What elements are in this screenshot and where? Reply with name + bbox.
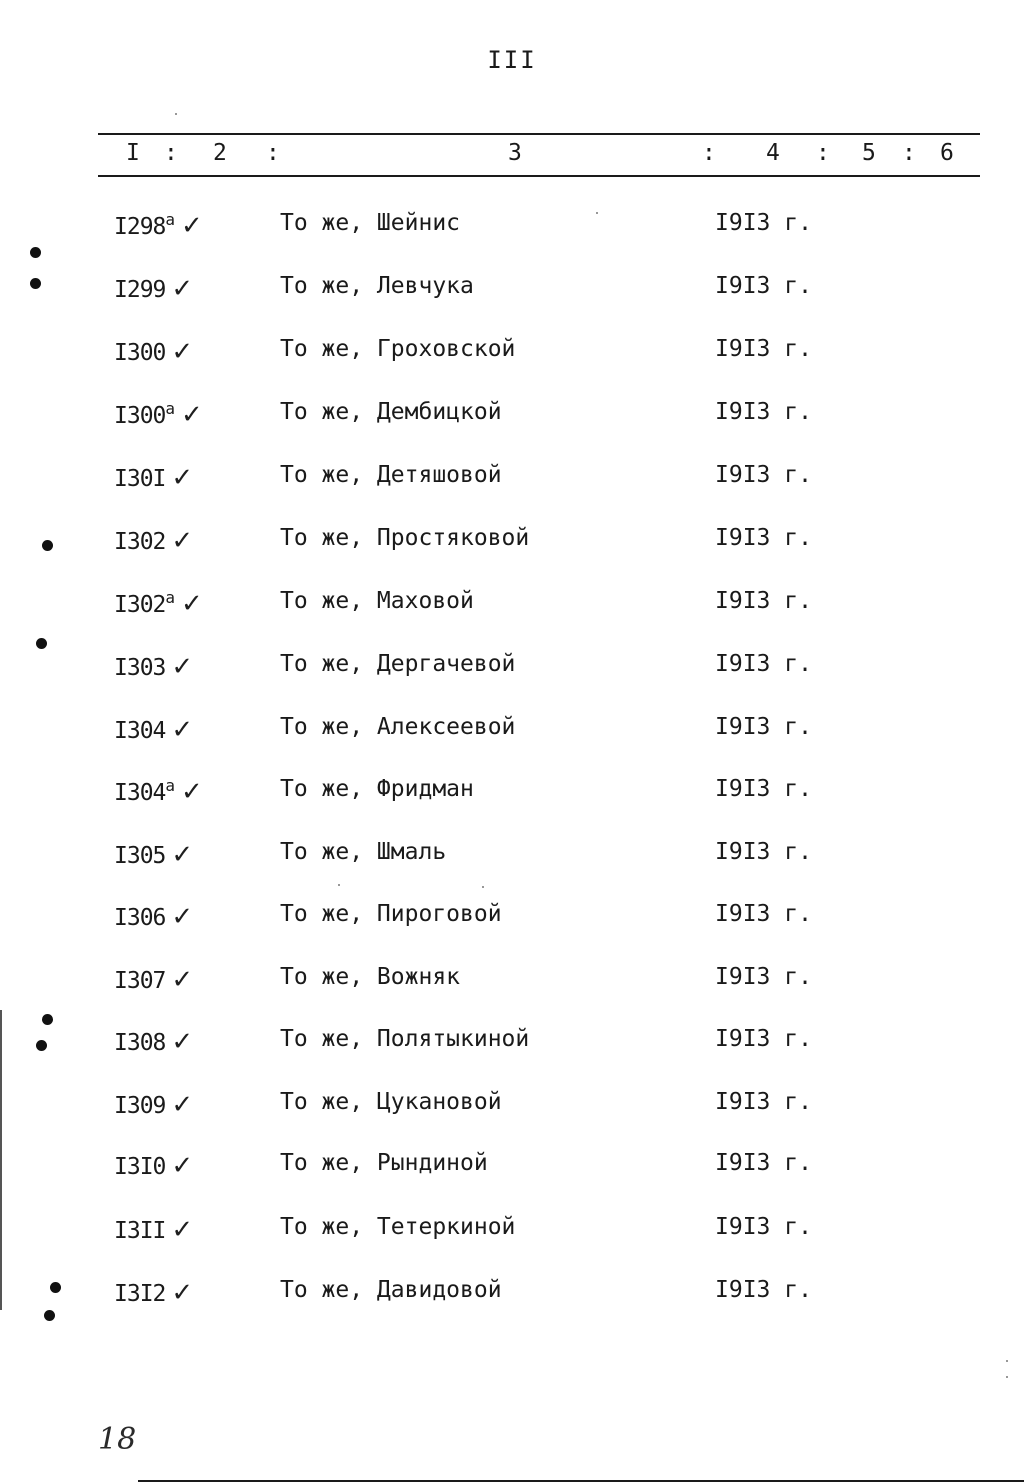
row-number xyxy=(114,1150,193,1181)
row-description: То же, Фридман xyxy=(280,776,474,802)
row-number xyxy=(114,210,203,241)
table-row xyxy=(0,1026,1024,1066)
row-description: То же, Тетеркиной xyxy=(280,1214,516,1240)
row-number xyxy=(114,964,193,995)
row-year: I9I3 г. xyxy=(715,273,812,299)
row-number xyxy=(114,336,193,367)
row-number xyxy=(114,1214,193,1245)
row-description: То же, Полятыкиной xyxy=(280,1026,530,1052)
row-number-text: I304 xyxy=(114,718,166,744)
checkmark-icon: ✓ xyxy=(171,337,194,367)
row-description: То же, Цукановой xyxy=(280,1089,502,1115)
table-top-rule xyxy=(98,133,980,135)
header-sep: : xyxy=(816,140,830,166)
scan-speck xyxy=(1006,1376,1008,1378)
checkmark-icon: ✓ xyxy=(171,1215,194,1245)
table-row xyxy=(0,399,1024,439)
punch-hole-mark xyxy=(42,1014,53,1025)
row-number-text: I299 xyxy=(114,277,166,303)
row-number xyxy=(114,776,203,807)
row-description: То же, Детяшовой xyxy=(280,462,502,488)
row-number xyxy=(114,525,193,556)
row-year: I9I3 г. xyxy=(715,651,812,677)
row-description: То же, Дергачевой xyxy=(280,651,516,677)
row-description: То же, Маховой xyxy=(280,588,474,614)
checkmark-icon: ✓ xyxy=(181,589,203,619)
row-year: I9I3 г. xyxy=(715,525,812,551)
table-row xyxy=(0,839,1024,879)
checkmark-icon: ✓ xyxy=(171,965,194,995)
row-number xyxy=(114,714,193,745)
row-year: I9I3 г. xyxy=(715,1026,812,1052)
row-description: То же, Алексеевой xyxy=(280,714,516,740)
table-row xyxy=(0,336,1024,376)
row-description: То же, Вожняк xyxy=(280,964,461,990)
checkmark-icon: ✓ xyxy=(171,902,194,932)
table-row xyxy=(0,1150,1024,1190)
checkmark-icon: ✓ xyxy=(181,211,203,241)
row-year: I9I3 г. xyxy=(715,336,812,362)
row-year: I9I3 г. xyxy=(715,1150,812,1176)
checkmark-icon: ✓ xyxy=(171,274,194,304)
row-number-suffix: а xyxy=(165,776,176,795)
header-sep: : xyxy=(266,140,280,166)
row-number-text: I302 xyxy=(114,529,166,555)
table-row xyxy=(0,210,1024,250)
row-number-text: I309 xyxy=(114,1093,166,1119)
row-number-text: I300 xyxy=(114,340,166,366)
header-col6: 6 xyxy=(940,140,954,166)
table-row xyxy=(0,1277,1024,1317)
table-row xyxy=(0,901,1024,941)
table-row xyxy=(0,1214,1024,1254)
table-header-rule xyxy=(98,175,980,177)
table-row xyxy=(0,651,1024,691)
page-bottom-rule xyxy=(138,1480,1024,1482)
table-row xyxy=(0,588,1024,628)
checkmark-icon: ✓ xyxy=(171,526,194,556)
row-number xyxy=(114,1277,193,1308)
row-year: I9I3 г. xyxy=(715,588,812,614)
row-year: I9I3 г. xyxy=(715,1277,812,1303)
header-sep: : xyxy=(164,140,178,166)
row-number xyxy=(114,1089,193,1120)
row-number-text: I300 xyxy=(114,403,166,429)
row-number xyxy=(114,1026,193,1057)
row-number xyxy=(114,588,203,619)
row-number-text: I305 xyxy=(114,843,166,869)
header-col4: 4 xyxy=(766,140,780,166)
row-year: I9I3 г. xyxy=(715,964,812,990)
scan-speck xyxy=(482,886,484,888)
table-row xyxy=(0,273,1024,313)
table-row xyxy=(0,1089,1024,1129)
row-description: То же, Простяковой xyxy=(280,525,530,551)
table-row xyxy=(0,714,1024,754)
row-number xyxy=(114,399,203,430)
row-number xyxy=(114,901,193,932)
punch-hole-mark xyxy=(36,638,47,649)
row-number xyxy=(114,273,193,304)
row-year: I9I3 г. xyxy=(715,839,812,865)
row-year: I9I3 г. xyxy=(715,1214,812,1240)
row-year: I9I3 г. xyxy=(715,399,812,425)
row-number xyxy=(114,839,193,870)
row-description: То же, Шмаль xyxy=(280,839,447,865)
row-description: То же, Пироговой xyxy=(280,901,502,927)
handwritten-sheet-number: 18 xyxy=(98,1422,137,1457)
row-number-text: I304 xyxy=(114,780,166,806)
row-description: То же, Рындиной xyxy=(280,1150,488,1176)
row-number-text: I302 xyxy=(114,592,166,618)
header-col3: 3 xyxy=(508,140,522,166)
checkmark-icon: ✓ xyxy=(171,1278,194,1308)
table-row xyxy=(0,525,1024,565)
scan-speck xyxy=(1006,1360,1008,1362)
row-year: I9I3 г. xyxy=(715,776,812,802)
row-number-text: I30I xyxy=(114,466,166,492)
scan-speck xyxy=(175,113,177,115)
row-number xyxy=(114,651,193,682)
row-year: I9I3 г. xyxy=(715,1089,812,1115)
row-number-suffix: а xyxy=(165,210,176,229)
row-year: I9I3 г. xyxy=(715,210,812,236)
checkmark-icon: ✓ xyxy=(171,463,194,493)
row-year: I9I3 г. xyxy=(715,462,812,488)
row-number-suffix: а xyxy=(165,588,176,607)
row-number xyxy=(114,462,193,493)
scan-speck xyxy=(338,884,340,886)
row-number-text: I3I0 xyxy=(114,1154,166,1180)
checkmark-icon: ✓ xyxy=(171,652,194,682)
row-description: То же, Дембицкой xyxy=(280,399,502,425)
checkmark-icon: ✓ xyxy=(181,400,203,430)
row-description: То же, Левчука xyxy=(280,273,474,299)
table-row xyxy=(0,964,1024,1004)
checkmark-icon: ✓ xyxy=(171,840,194,870)
row-number-text: I3I2 xyxy=(114,1281,166,1307)
row-number-text: I303 xyxy=(114,655,166,681)
row-number-text: I308 xyxy=(114,1030,166,1056)
table-header xyxy=(98,140,980,170)
row-number-text: I3II xyxy=(114,1218,166,1244)
row-number-text: I307 xyxy=(114,968,166,994)
checkmark-icon: ✓ xyxy=(181,777,203,807)
row-year: I9I3 г. xyxy=(715,901,812,927)
row-description: То же, Шейнис xyxy=(280,210,461,236)
header-sep: : xyxy=(902,140,916,166)
checkmark-icon: ✓ xyxy=(171,1027,194,1057)
table-row xyxy=(0,462,1024,502)
row-year: I9I3 г. xyxy=(715,714,812,740)
checkmark-icon: ✓ xyxy=(171,715,194,745)
header-sep: : xyxy=(702,140,716,166)
row-number-text: I306 xyxy=(114,905,166,931)
page-number: III xyxy=(487,46,537,74)
header-col2: 2 xyxy=(213,140,227,166)
row-description: То же, Давидовой xyxy=(280,1277,502,1303)
row-number-text: I298 xyxy=(114,214,166,240)
checkmark-icon: ✓ xyxy=(171,1090,194,1120)
header-col1: I xyxy=(126,140,140,166)
header-col5: 5 xyxy=(862,140,876,166)
table-row xyxy=(0,776,1024,816)
row-description: То же, Гроховской xyxy=(280,336,516,362)
checkmark-icon: ✓ xyxy=(171,1151,194,1181)
row-number-suffix: а xyxy=(165,399,176,418)
